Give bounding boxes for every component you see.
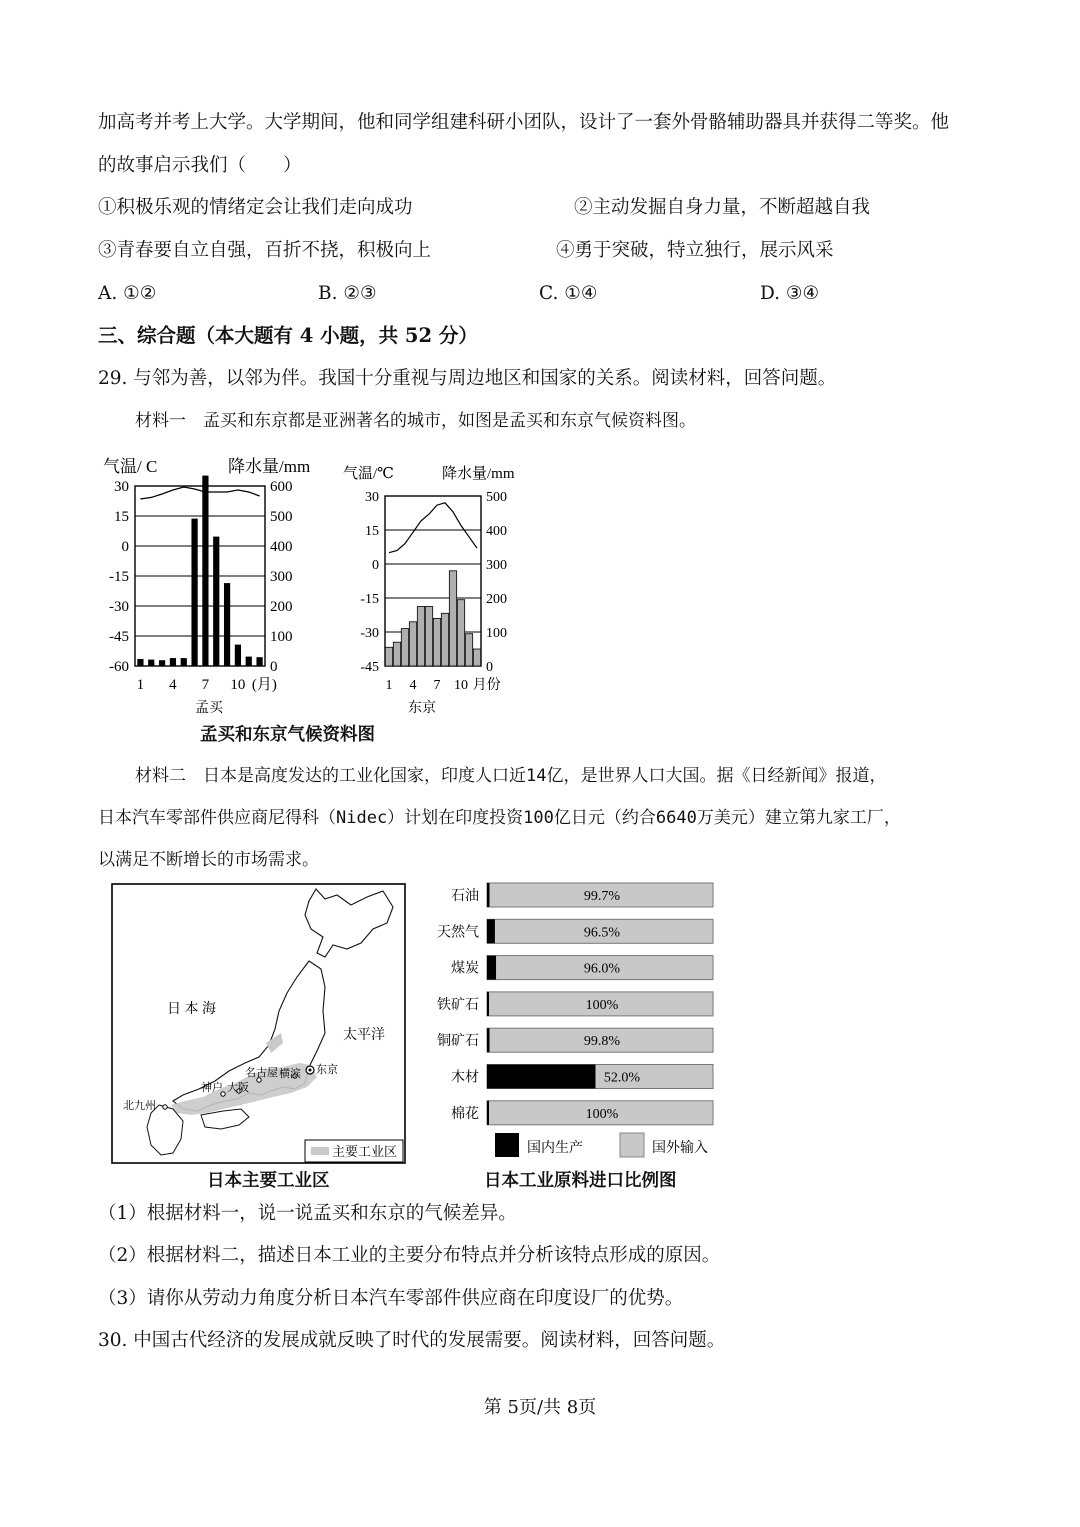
nagoya-label: 名古屋 (245, 1067, 278, 1079)
statement-2: ②主动发掘自身力量，不断超越自我 (574, 197, 871, 218)
mumbai-month-tick: 7 (201, 677, 210, 693)
import-ratio-chart (425, 875, 725, 1171)
tokyo-temp-tick: -45 (360, 660, 379, 675)
mumbai-precip-tick: 500 (270, 509, 293, 525)
tokyo-precip-bar (385, 647, 392, 666)
tokyo-precip-bar (473, 649, 480, 666)
tokyo-chart (343, 465, 515, 716)
mumbai-precip-tick: 200 (270, 599, 293, 615)
tokyo-precip-bar (393, 642, 400, 666)
mumbai-precip-bar (224, 584, 229, 667)
climate-figure-caption: 孟买和东京气候资料图 (200, 725, 375, 745)
domestic-bar (487, 956, 496, 980)
choice-c: C. ①④ (539, 283, 598, 304)
tokyo-x-unit: 月份 (472, 678, 501, 693)
mumbai-precip-bar (138, 659, 143, 666)
mumbai-precip-tick: 600 (270, 479, 293, 495)
tokyo-precip-tick: 400 (486, 524, 507, 539)
material-2-line-1: 材料二 日本是高度发达的工业化国家，印度人口近14亿，是世界人口大国。据《日经新闻》报道， (135, 766, 887, 786)
pacific-label: 太平洋 (343, 1028, 385, 1043)
import-value-label: 99.8% (583, 1034, 621, 1050)
mumbai-precip-bar (214, 537, 219, 666)
climate-charts (95, 450, 555, 720)
tokyo-precip-tick: 100 (486, 626, 507, 641)
mumbai-month-tick: 1 (136, 677, 145, 693)
kitakyushu-label: 北九州 (123, 1100, 156, 1112)
mumbai-precip-tick: 300 (270, 569, 293, 585)
mumbai-temp-tick: -15 (109, 569, 129, 585)
mumbai-precip-tick: 0 (270, 659, 278, 675)
tokyo-label: 东京 (316, 1064, 338, 1076)
legend-import-label: 国外输入 (652, 1141, 708, 1156)
mumbai-precip-bar (235, 645, 240, 666)
tokyo-precip-tick: 0 (486, 660, 493, 675)
tokyo-month-tick: 10 (454, 678, 468, 693)
tokyo-temp-tick: 0 (372, 558, 379, 573)
mumbai-precip-tick: 100 (270, 629, 293, 645)
import-value-label: 52.0% (603, 1070, 641, 1086)
import-category-label: 铜矿石 (437, 1034, 479, 1050)
domestic-bar (487, 1065, 595, 1089)
mumbai-left-axis-label: 气温/ C (103, 457, 158, 476)
map-legend-label: 主要工业区 (332, 1144, 398, 1159)
q29-stem: 29. 与邻为善，以邻为伴。我国十分重视与周边地区和国家的关系。阅读材料，回答问题。 (98, 368, 837, 389)
tokyo-precip-tick: 500 (486, 490, 507, 505)
sub-question-1: （1）根据材料一，说一说孟买和东京的气候差异。 (98, 1203, 517, 1224)
import-category-label: 铁矿石 (437, 997, 479, 1013)
tokyo-precip-bar (457, 600, 464, 666)
import-category-label: 煤炭 (451, 961, 479, 977)
choice-b: B. ②③ (318, 283, 377, 304)
tokyo-temp-tick: 15 (365, 524, 379, 539)
domestic-bar (487, 919, 495, 943)
sub-question-3: （3）请你从劳动力角度分析日本汽车零部件供应商在印度设厂的优势。 (98, 1288, 684, 1309)
domestic-bar (487, 1028, 490, 1052)
domestic-bar (487, 992, 489, 1016)
import-category-label: 天然气 (437, 925, 479, 941)
legend-import-swatch (620, 1133, 644, 1157)
kitakyushu-marker (163, 1105, 167, 1109)
mumbai-right-axis-label: 降水量/mm (228, 457, 311, 476)
tokyo-precip-bar (417, 607, 424, 667)
mumbai-temp-tick: -60 (109, 659, 129, 675)
domestic-bar (487, 1101, 489, 1125)
import-value-label: 99.7% (583, 889, 621, 904)
import-chart-caption: 日本工业原料进口比例图 (484, 1171, 677, 1191)
choice-a: A. ①② (98, 283, 157, 304)
osaka-label: 大阪 (227, 1082, 249, 1094)
mumbai-chart (103, 457, 310, 716)
page-footer: 第 5页/共 8页 (483, 1397, 597, 1418)
mumbai-precip-bar (203, 476, 208, 666)
mumbai-month-tick: 10 (230, 677, 246, 693)
statement-4: ④勇于突破，特立独行，展示风采 (556, 240, 834, 261)
mumbai-month-tick: 4 (169, 677, 177, 693)
mumbai-precip-bar (192, 519, 197, 666)
mumbai-precip-bar (181, 659, 186, 667)
mumbai-temp-tick: 15 (114, 509, 129, 525)
mumbai-city-label: 孟买 (195, 701, 223, 716)
mumbai-precip-bar (159, 661, 164, 666)
legend-domestic-swatch (495, 1133, 519, 1157)
material-2-line-2: 日本汽车零部件供应商尼得科（Nidec）计划在印度投资100亿日元（约合6640万美元）建立第九家工厂， (98, 808, 901, 828)
tokyo-precip-bar (449, 571, 456, 666)
statement-1: ①积极乐观的情绪定会让我们走向成功 (98, 197, 413, 218)
mumbai-precip-bar (257, 658, 262, 666)
tokyo-month-tick: 7 (433, 678, 441, 693)
tokyo-precip-bar (433, 618, 440, 666)
mumbai-temp-tick: 30 (114, 479, 129, 495)
mumbai-x-unit: (月) (251, 677, 277, 693)
mumbai-temp-tick: -45 (109, 629, 129, 645)
import-value-label: 96.0% (583, 961, 621, 977)
japan-industrial-map (111, 883, 407, 1165)
tokyo-temp-tick: -30 (360, 626, 379, 641)
tokyo-precip-tick: 300 (486, 558, 507, 573)
tokyo-precip-tick: 200 (486, 592, 507, 607)
map-caption: 日本主要工业区 (207, 1171, 330, 1191)
mumbai-temp-tick: 0 (121, 539, 129, 555)
q30-stem: 30. 中国古代经济的发展成就反映了时代的发展需要。阅读材料，回答问题。 (98, 1330, 726, 1351)
tokyo-temp-line (389, 503, 477, 553)
mumbai-temp-tick: -30 (109, 599, 129, 615)
statement-3: ③青春要自立自强，百折不挠，积极向上 (98, 240, 432, 261)
import-category-label: 棉花 (451, 1106, 479, 1122)
yokohama-label: 横滨 (279, 1068, 301, 1080)
sea-of-japan-label: 日 本 海 (167, 1002, 216, 1017)
tokyo-month-tick: 4 (409, 678, 417, 693)
sub-question-2: （2）根据材料二，描述日本工业的主要分布特点并分析该特点形成的原因。 (98, 1245, 721, 1266)
intro-line-1: 加高考并考上大学。大学期间，他和同学组建科研小团队，设计了一套外骨骼辅助器具并获得二等奖。他 (98, 112, 950, 133)
tokyo-precip-bar (441, 613, 448, 666)
tokyo-precip-bar (401, 629, 408, 666)
mumbai-temp-line (140, 487, 259, 499)
import-category-label: 石油 (451, 889, 479, 904)
tokyo-right-axis-label: 降水量/mm (442, 466, 515, 482)
section-title: 三、综合题（本大题有 4 小题，共 52 分） (98, 324, 478, 347)
import-value-label: 100% (585, 1106, 619, 1122)
tokyo-precip-bar (425, 607, 432, 667)
material-1: 材料一 孟买和东京都是亚洲著名的城市，如图是孟买和东京气候资料图。 (135, 411, 696, 431)
tokyo-precip-bar (409, 622, 416, 666)
tokyo-month-tick: 1 (385, 678, 393, 693)
material-2-line-3: 以满足不断增长的市场需求。 (98, 850, 319, 870)
mumbai-precip-bar (246, 657, 251, 666)
tokyo-temp-tick: -15 (360, 592, 379, 607)
domestic-bar (487, 883, 490, 907)
import-category-label: 木材 (451, 1070, 479, 1086)
tokyo-left-axis-label: 气温/℃ (343, 466, 394, 482)
tokyo-city-label: 东京 (408, 701, 436, 716)
import-value-label: 96.5% (583, 925, 621, 941)
mumbai-precip-bar (170, 659, 175, 667)
intro-line-2: 的故事启示我们（ ） (98, 155, 302, 176)
legend-domestic-label: 国内生产 (527, 1141, 583, 1156)
mumbai-precip-bar (149, 660, 154, 666)
kobe-label: 神户 (201, 1082, 223, 1094)
tokyo-temp-tick: 30 (365, 490, 379, 505)
tokyo-precip-bar (465, 634, 472, 666)
choice-d: D. ③④ (760, 283, 820, 304)
legend-swatch (311, 1147, 329, 1155)
mumbai-precip-tick: 400 (270, 539, 293, 555)
import-value-label: 100% (585, 997, 619, 1013)
